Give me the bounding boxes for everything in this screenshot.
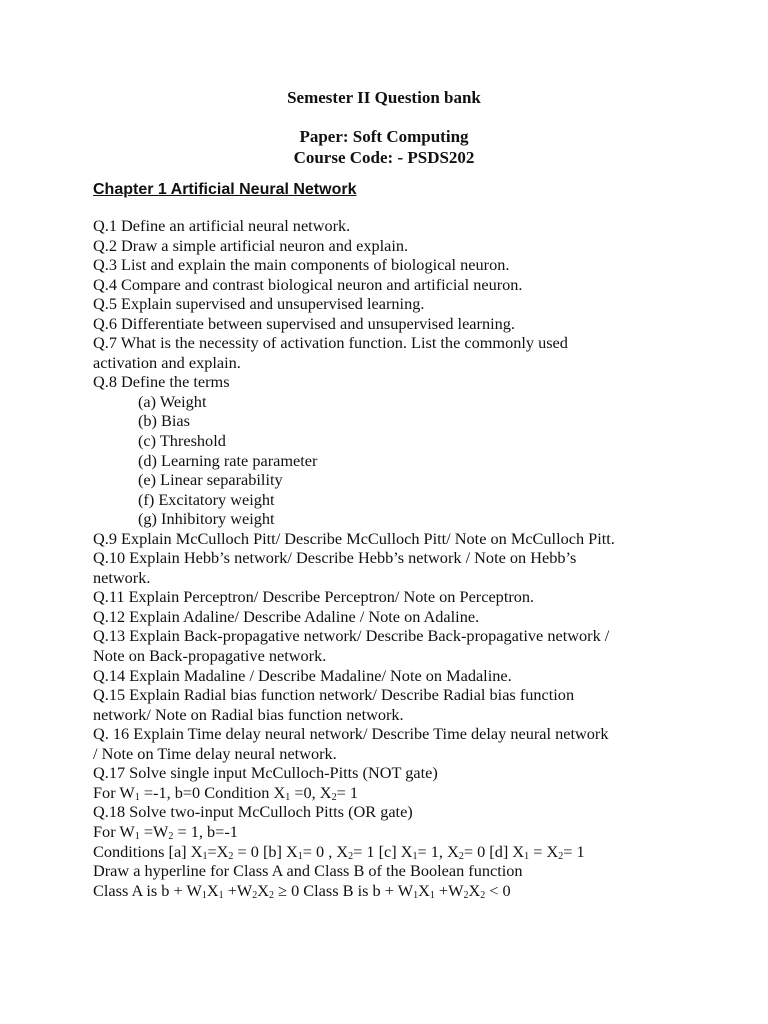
- term-linear-separability: (e) Linear separability: [138, 470, 283, 490]
- question-list: [93, 216, 693, 900]
- question-1: Q.1 Define an artificial neural network.: [93, 216, 351, 235]
- question-3: Q.3 List and explain the main components of biological neuron.: [93, 255, 510, 275]
- question-18-weights: For $W_1 =W_2 = 1$, b=-1: [93, 821, 238, 842]
- question-18: Q.18 Solve two-input McCulloch Pitts (OR gate): [93, 802, 413, 822]
- question-16: Q. 16 Explain Time delay neural network/ Describe Time delay neural network: [93, 724, 609, 744]
- term-weight: (a) Weight: [138, 391, 207, 411]
- question-16-cont: / Note on Time delay neural network.: [93, 743, 337, 763]
- question-10-cont: network.: [93, 567, 151, 587]
- course-code: Course Code: - PSDS202: [293, 148, 475, 167]
- term-bias: (b) Bias: [138, 411, 190, 431]
- question-17: Q.17 Solve single input McCulloch-Pitts (NOT gate): [93, 763, 438, 783]
- question-10: Q.10 Explain Hebb’s network/ Describe Hebb’s network / Note on Hebb’s: [93, 548, 577, 568]
- document-title: Semester II Question bank: [287, 88, 481, 107]
- term-threshold: (c) Threshold: [138, 431, 226, 451]
- question-8: Q.8 Define the terms: [93, 372, 230, 392]
- term-learning-rate: (d) Learning rate parameter: [138, 450, 318, 470]
- question-18-draw: Draw a hyperline for Class A and Class B of the Boolean function: [93, 861, 523, 881]
- question-14: Q.14 Explain Madaline / Describe Madaline/ Note on Madaline.: [93, 665, 512, 685]
- question-18-classes: Class A is $b + W_1X_1 +W_2X_2 \ge 0$ Class B is $b + W_1X_1 +W_2X_2 < 0$: [93, 880, 511, 901]
- question-2: Q.2 Draw a simple artificial neuron and explain.: [93, 235, 409, 255]
- question-15-cont: network/ Note on Radial bias function network.: [93, 704, 404, 724]
- question-7-cont: activation and explain.: [93, 352, 241, 372]
- question-11: Q.11 Explain Perceptron/ Describe Perceptron/ Note on Perceptron.: [93, 587, 535, 607]
- question-5: Q.5 Explain supervised and unsupervised learning.: [93, 294, 425, 314]
- question-18-conditions: Conditions [a] $X_1=X_2 = 0$ [b] $X_1= 0$ , $X_2= 1$ [c] $X_1= 1$, $X_2= 0$ [d] $X_1 = X_2= 1$: [93, 841, 585, 862]
- paper-name: Paper: Soft Computing: [299, 127, 469, 146]
- term-excitatory-weight: (f) Excitatory weight: [138, 489, 275, 509]
- question-7: Q.7 What is the necessity of activation function. List the commonly used: [93, 333, 568, 353]
- question-12: Q.12 Explain Adaline/ Describe Adaline / Note on Adaline.: [93, 606, 480, 626]
- question-15: Q.15 Explain Radial bias function network/ Describe Radial bias function: [93, 685, 575, 705]
- question-13: Q.13 Explain Back-propagative network/ Describe Back-propagative network /: [93, 626, 610, 646]
- question-17-condition: For $W_1 =-1$, b=0 Condition $X_1 =0$, $X_2= 1$: [93, 782, 358, 803]
- question-9: Q.9 Explain McCulloch Pitt/ Describe McCulloch Pitt/ Note on McCulloch Pitt.: [93, 528, 615, 548]
- question-13-cont: Note on Back-propagative network.: [93, 646, 327, 666]
- question-6: Q.6 Differentiate between supervised and unsupervised learning.: [93, 313, 515, 333]
- term-inhibitory-weight: (g) Inhibitory weight: [138, 509, 275, 529]
- question-4: Q.4 Compare and contrast biological neuron and artificial neuron.: [93, 274, 523, 294]
- chapter-heading: Chapter 1 Artificial Neural Network: [93, 181, 357, 198]
